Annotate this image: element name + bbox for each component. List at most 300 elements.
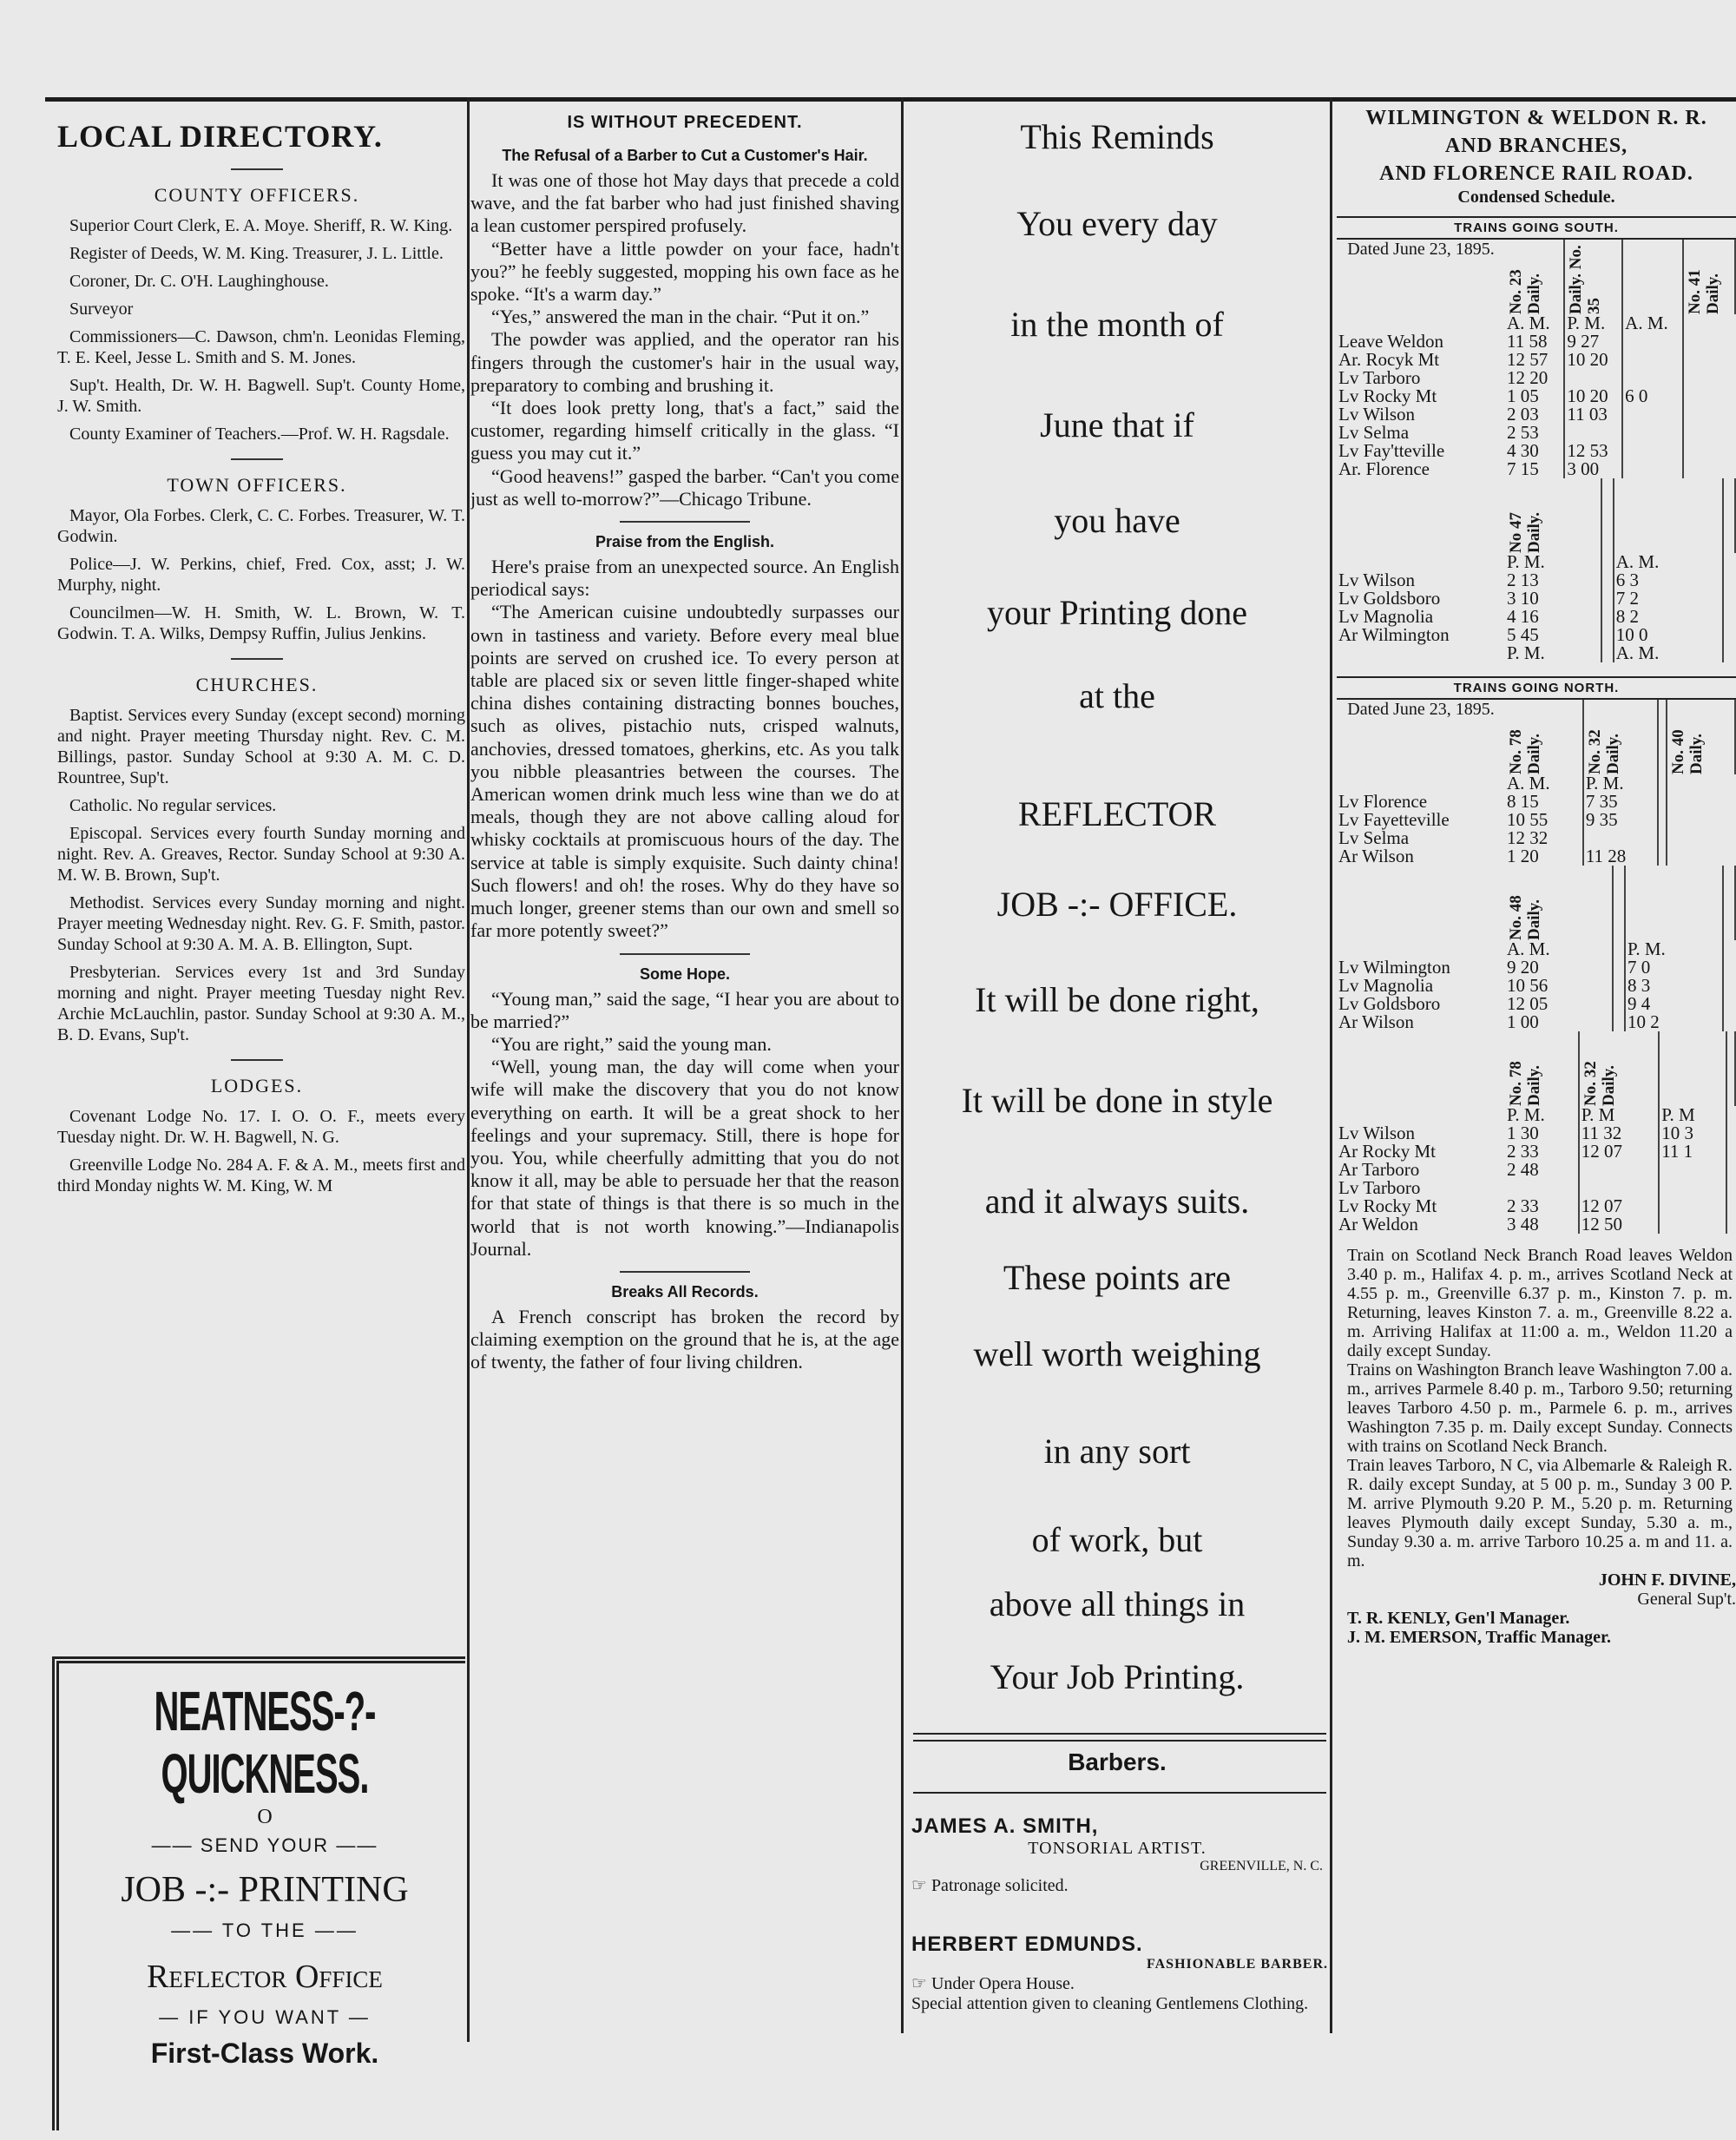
- station-cell: Ar Tarboro: [1338, 1159, 1420, 1180]
- churches-heading: CHURCHES.: [195, 674, 319, 695]
- time-cell: 8 3: [1625, 977, 1723, 995]
- time-cell: [1613, 1013, 1625, 1031]
- timetable-row: [1337, 1197, 1735, 1215]
- timetable-south: [1337, 240, 1736, 478]
- time-cell: 7 0: [1625, 958, 1723, 977]
- timetable-row: [1337, 977, 1735, 995]
- station-cell: Ar Rocky Mt: [1338, 1141, 1436, 1162]
- ad-line: in any sort: [1043, 1432, 1191, 1471]
- time-cell: 12 07: [1579, 1197, 1659, 1215]
- story-subheadline: The Refusal of a Barber to Cut a Customer's Hair.: [502, 147, 868, 164]
- ad-line: you have: [1054, 501, 1180, 540]
- column-header: [1505, 1031, 1579, 1106]
- time-cell: [1659, 1215, 1726, 1234]
- directory-entry: Greenville Lodge No. 284 A. F. & A. M., meets first and third Monday nights W. M. King, W. M: [57, 1156, 465, 1195]
- timetable-row: [1337, 811, 1735, 829]
- column-header: [1683, 240, 1735, 314]
- ad-line: well worth weighing: [973, 1334, 1261, 1373]
- train-number: No. 41 Daily.: [1685, 269, 1722, 314]
- blank-cell: [1659, 1031, 1726, 1106]
- story-headline: Praise from the English.: [595, 533, 775, 551]
- station-cell: Lv Tarboro: [1338, 367, 1421, 388]
- barber-note: Special attention given to cleaning Gentlemens Clothing.: [911, 1994, 1309, 2013]
- timetable-row: [1337, 958, 1735, 977]
- signature: J. M. EMERSON, Traffic Manager.: [1347, 1628, 1612, 1647]
- separator: [231, 658, 283, 660]
- signature: JOHN F. DIVINE,: [1598, 1570, 1736, 1590]
- time-cell: P. M.: [1625, 940, 1723, 958]
- train-number: No 47 Daily.: [1507, 512, 1543, 553]
- ad-line: It will be done in style: [961, 1081, 1273, 1120]
- time-cell: 2 33: [1505, 1142, 1579, 1161]
- separator: [620, 521, 750, 523]
- column-header: [1505, 478, 1601, 553]
- time-cell: 2 33: [1505, 1197, 1579, 1215]
- ad-line: REFLECTOR: [1017, 794, 1217, 833]
- time-cell: 8 15: [1505, 793, 1583, 811]
- time-cell: P. M.: [1505, 1106, 1579, 1124]
- time-cell: A. M.: [1614, 553, 1724, 571]
- station-cell: [1337, 553, 1505, 571]
- station-cell: Lv Selma: [1338, 827, 1410, 848]
- ad-line: Reflector Office: [147, 1959, 383, 1995]
- column-header: [1505, 700, 1583, 774]
- time-cell: [1601, 571, 1614, 589]
- time-cell: [1622, 333, 1683, 351]
- blank-cell: [1625, 866, 1723, 940]
- timetable-header-row: [1337, 240, 1735, 314]
- station-cell: Leave Weldon: [1338, 331, 1443, 352]
- ad-line: above all things in: [989, 1584, 1246, 1623]
- station-cell: Lv Wilmington: [1338, 957, 1450, 978]
- blank-cell: [1337, 478, 1505, 553]
- column-header: [1505, 866, 1613, 940]
- time-cell: 7 35: [1583, 793, 1658, 811]
- time-cell: 11 58: [1505, 333, 1564, 351]
- separator: [620, 953, 750, 955]
- timetable-row: [1337, 608, 1735, 626]
- ad-line: These points are: [1003, 1258, 1232, 1297]
- station-cell: Lv Tarboro: [1338, 1177, 1421, 1198]
- timetable-row: [1337, 1142, 1735, 1161]
- time-cell: 3 10: [1505, 589, 1601, 608]
- column-rule-2: [901, 97, 904, 2033]
- lodges-heading: LODGES.: [210, 1075, 304, 1096]
- timetable-row: [1337, 1124, 1735, 1142]
- time-cell: [1613, 940, 1625, 958]
- time-cell: 4 30: [1505, 442, 1564, 460]
- trains-south-heading: TRAINS GOING SOUTH.: [1337, 216, 1736, 240]
- story-paragraph: “The American cuisine undoubtedly surpasses our own in tastiness and variety. Before every meal blue points are served on crushed ice. To every person at table are placed six or seven little finger-shaped white china dishes containing distracting bonnes bouches, such as olives, pistachio nuts, crisped walnuts, anchovies, dressed tomatoes, gherkins, etc. As you talk you nibble pleasantries between the courses. The American women drink much less wine than we do at meals, though they are not above calling aloud for whisky cocktails at promiscuous hours of the day. The service at table is simply exquisite. Such dainty china! Such flowers! and oh! the roses. Why do they have so much longer, greener stems than our own and smell so far more potently sweet?”: [470, 601, 899, 942]
- time-cell: P. M.: [1505, 644, 1601, 662]
- timetable-row: [1337, 626, 1735, 644]
- train-number: Daily. No. 35: [1567, 245, 1604, 314]
- time-cell: 3 48: [1505, 1215, 1579, 1234]
- directory-entry: Superior Court Clerk, E. A. Moye. Sheriff, R. W. King.: [69, 216, 453, 235]
- time-cell: 2 53: [1505, 424, 1564, 442]
- blank-cell: [1337, 866, 1505, 940]
- timetable-row: [1337, 571, 1735, 589]
- station-cell: Lv Goldsboro: [1338, 588, 1441, 609]
- branch-note: Train leaves Tarboro, N C, via Albemarle & Raleigh R. R. daily except Sunday, at 5 00 p. m., Sunday 3 00 P. M. arrive Plymouth 9.20 P. M., 5.20 p. m. Returning leaves Plymouth daily except Sunday, 5.30 a. m., Sunday 9.30 a. m. arrive Tarboro 10.25 a. m and 11. a. m.: [1347, 1456, 1733, 1570]
- local-directory-column: [49, 108, 465, 2130]
- railroad-name: AND FLORENCE RAIL ROAD.: [1379, 162, 1693, 185]
- time-cell: 1 00: [1505, 1013, 1613, 1031]
- time-cell: [1659, 1197, 1726, 1215]
- story-paragraph: “Yes,” answered the man in the chair. “Put it on.”: [491, 306, 870, 328]
- story-headline: IS WITHOUT PRECEDENT.: [567, 113, 803, 132]
- station-cell: Ar Wilson: [1338, 846, 1414, 866]
- station-cell: Ar. Rocyk Mt: [1338, 349, 1440, 370]
- time-cell: 2 03: [1505, 405, 1564, 424]
- barber-listing-edmunds: [911, 1933, 1328, 2013]
- ad-text: IF YOU WANT: [188, 2006, 341, 2028]
- time-cell: A. M.: [1505, 940, 1613, 958]
- station-cell: Lv Rocky Mt: [1338, 385, 1437, 406]
- separator: [231, 1059, 283, 1061]
- time-cell: P. M.: [1505, 553, 1601, 571]
- timetable-row: [1337, 1161, 1735, 1179]
- station-cell: Lv Magnolia: [1338, 975, 1434, 996]
- timetable-row: [1337, 940, 1735, 958]
- ad-text: TO THE: [221, 1919, 307, 1941]
- time-cell: [1601, 644, 1614, 662]
- time-cell: 6 3: [1614, 571, 1724, 589]
- branch-note: Trains on Washington Branch leave Washington 7.00 a. m., arrives Parmele 8.40 p. m., Tarboro 9.50; returning leaves Tarboro 4.50 p. m., Parmele 6. p. m., arrives Washington 7.35 p. m. Daily except Sunday. Connects with trains on Scotland Neck Branch.: [1347, 1360, 1733, 1456]
- railroad-schedule-column: [1337, 108, 1736, 2044]
- ad-line: —— TO THE ——: [171, 1919, 358, 1941]
- time-cell: 7 2: [1614, 589, 1724, 608]
- time-cell: [1583, 829, 1658, 847]
- time-cell: A. M.: [1614, 644, 1724, 662]
- blank-cell: [1723, 478, 1735, 553]
- timetable-row: [1337, 774, 1735, 793]
- stories-column: [470, 108, 899, 2044]
- dated-cell: Dated June 23, 1895.: [1347, 700, 1495, 719]
- branch-note: Train on Scotland Neck Branch Road leaves Weldon 3.40 p. m., Halifax 4. p. m., arrives Scotland Neck at 4.55 p. m., Greenville 6.37 p. m., Kinston 7. p. m. Returning, leaves Kinston 7. a. m., Greenville 8.22 a. m. Arriving Halifax at 11:00 a. m., Weldon 11.20 a daily except Sunday.: [1347, 1246, 1733, 1360]
- ad-line: Your Job Printing.: [990, 1657, 1245, 1696]
- time-cell: A. M.: [1505, 314, 1564, 333]
- ad-rule: [913, 1733, 1326, 1735]
- time-cell: 7 15: [1505, 460, 1564, 478]
- separator: [620, 1271, 750, 1273]
- time-cell: 9 35: [1583, 811, 1658, 829]
- station-cell: Ar Wilmington: [1338, 624, 1450, 645]
- train-number: No. 23 Daily.: [1507, 269, 1543, 314]
- time-cell: 12 05: [1505, 995, 1613, 1013]
- story-paragraph: The powder was applied, and the operator ran his fingers through the customer's hair in the usual way, preparatory to combing and brushing it.: [470, 328, 899, 396]
- time-cell: 9 4: [1625, 995, 1723, 1013]
- directory-entry: Covenant Lodge No. 17. I. O. O. F., meets every Tuesday night. Dr. W. H. Bagwell, N. G.: [57, 1107, 465, 1147]
- time-cell: [1622, 405, 1683, 424]
- station-cell: Ar Weldon: [1338, 1214, 1418, 1235]
- directory-entry: Coroner, Dr. C. O'H. Laughinghouse.: [69, 272, 329, 291]
- barber-place: [911, 1972, 1328, 1994]
- directory-entry: Police—J. W. Perkins, chief, Fred. Cox, asst; J. W. Murphy, night.: [57, 555, 465, 595]
- directory-entry: Commissioners—C. Dawson, chm'n. Leonidas Fleming, T. E. Keel, Jesse L. Smith and S. M. Jones.: [57, 327, 465, 367]
- time-cell: [1658, 793, 1667, 811]
- ad-line: at the: [1079, 676, 1155, 715]
- ad-text: SEND YOUR: [200, 1834, 330, 1856]
- column-header: [1583, 700, 1658, 774]
- time-cell: [1579, 1161, 1659, 1179]
- ad-line: of work, but: [1031, 1520, 1203, 1559]
- column-rule-3: [1330, 97, 1332, 2033]
- time-cell: 12 32: [1505, 829, 1583, 847]
- ad-line: June that if: [1040, 405, 1194, 444]
- time-cell: [1505, 1179, 1579, 1197]
- time-cell: 8 2: [1614, 608, 1724, 626]
- ad-line: your Printing done: [987, 593, 1247, 632]
- time-cell: 12 50: [1579, 1215, 1659, 1234]
- station-cell: Lv Selma: [1338, 422, 1410, 443]
- column-header: [1667, 700, 1735, 774]
- barber-place: GREENVILLE, N. C.: [1200, 1859, 1323, 1873]
- ad-line: It will be done right,: [975, 980, 1259, 1019]
- column-header: [1579, 1031, 1659, 1106]
- station-cell: Lv Wilson: [1338, 404, 1416, 425]
- time-cell: 10 20: [1564, 351, 1622, 369]
- directory-entry: Catholic. No regular services.: [69, 796, 277, 815]
- timetable-north-2: [1337, 866, 1736, 1031]
- timetable-row: [1337, 314, 1735, 333]
- time-cell: 5 45: [1505, 626, 1601, 644]
- barber-title: FASHIONABLE BARBER.: [1147, 1957, 1328, 1972]
- time-cell: P. M: [1579, 1106, 1659, 1124]
- time-cell: 12 53: [1564, 442, 1622, 460]
- time-cell: P. M.: [1564, 314, 1622, 333]
- ad-line: You every day: [1016, 204, 1218, 243]
- timetable-row: [1337, 369, 1735, 387]
- story-paragraph: It was one of those hot May days that precede a cold wave, and the fat barber who had just finished shaving a lean customer perspired profusely.: [470, 169, 899, 237]
- ad-line: — IF YOU WANT —: [159, 2006, 371, 2028]
- time-cell: 12 57: [1505, 351, 1564, 369]
- timetable-row: [1337, 460, 1735, 478]
- time-cell: 9 27: [1564, 333, 1622, 351]
- timetable-south-2: [1337, 478, 1736, 662]
- printing-advertisement-box: [52, 1656, 465, 2130]
- story-paragraph: “Good heavens!” gasped the barber. “Can't you come just as well to-morrow?”—Chicago Tribune.: [470, 464, 899, 510]
- time-cell: [1601, 589, 1614, 608]
- blank-cell: [1726, 1031, 1735, 1106]
- time-cell: 4 16: [1505, 608, 1601, 626]
- timetable-row: [1337, 442, 1735, 460]
- timetable-row: [1337, 1106, 1735, 1124]
- time-cell: [1601, 626, 1614, 644]
- station-cell: [1337, 644, 1505, 662]
- directory-entry: County Examiner of Teachers.—Prof. W. H. Ragsdale.: [69, 425, 450, 444]
- time-cell: 1 05: [1505, 387, 1564, 405]
- trains-north-heading: TRAINS GOING NORTH.: [1337, 676, 1736, 700]
- directory-title: LOCAL DIRECTORY.: [57, 119, 383, 154]
- station-cell: [1337, 940, 1505, 958]
- time-cell: 12 07: [1579, 1142, 1659, 1161]
- time-cell: A. M.: [1505, 774, 1583, 793]
- time-cell: [1622, 369, 1683, 387]
- timetable-header-row: [1337, 478, 1735, 553]
- time-cell: 1 20: [1505, 847, 1583, 866]
- timetable-row: [1337, 387, 1735, 405]
- timetable-header-row: [1337, 1031, 1735, 1106]
- time-cell: 10 56: [1505, 977, 1613, 995]
- directory-entry: Councilmen—W. H. Smith, W. L. Brown, W. T. Godwin. T. A. Wilks, Dempsy Ruffin, Julius Jenkins.: [57, 603, 465, 643]
- ad-line: and it always suits.: [984, 1182, 1250, 1221]
- ad-line: JOB -:- OFFICE.: [996, 885, 1238, 924]
- column-header: [1564, 240, 1622, 314]
- timetable-row: [1337, 847, 1735, 866]
- pointing-hand-icon: ☞: [911, 1876, 927, 1895]
- directory-entry: Register of Deeds, W. M. King. Treasurer, J. L. Little.: [69, 244, 444, 263]
- story-paragraph: “Young man,” said the sage, “I hear you are about to be married?”: [470, 987, 899, 1032]
- station-cell: Lv Wilson: [1338, 1123, 1416, 1143]
- blank-cell: [1337, 1031, 1505, 1106]
- time-cell: [1658, 829, 1667, 847]
- story-headline: Some Hope.: [639, 965, 731, 983]
- pointing-hand-icon: ☞: [911, 1974, 927, 1993]
- ad-rule: [913, 1792, 1326, 1794]
- reflector-advertisement: [906, 108, 1328, 2044]
- time-cell: 11 28: [1583, 847, 1658, 866]
- time-cell: [1613, 995, 1625, 1013]
- barber-listing-smith: [911, 1814, 1323, 1896]
- time-cell: 10 20: [1564, 387, 1622, 405]
- timetable-north-3: [1337, 1031, 1736, 1234]
- train-number: No. 48 Daily.: [1507, 895, 1543, 940]
- directory-entry: Episcopal. Services every fourth Sunday morning and night. Rev. A. Greaves, Rector. Sunday School at 9:30 A. M. W. B. Brown, Sup't.: [57, 824, 465, 885]
- timetable-north: [1337, 700, 1736, 866]
- time-cell: 10 0: [1614, 626, 1724, 644]
- time-cell: 10 3: [1659, 1124, 1726, 1142]
- time-cell: [1658, 811, 1667, 829]
- time-cell: [1622, 424, 1683, 442]
- time-cell: 1 30: [1505, 1124, 1579, 1142]
- railroad-name: AND BRANCHES,: [1444, 135, 1628, 157]
- signature: General Sup't.: [1637, 1590, 1736, 1609]
- column-rule-1: [467, 97, 470, 2042]
- time-cell: [1564, 369, 1622, 387]
- blank-cell: [1601, 478, 1614, 553]
- station-cell: Lv Rocky Mt: [1338, 1195, 1437, 1216]
- story-paragraph: A French conscript has broken the record by claiming exemption on the ground that he is, at the age of twenty, the father of four living children.: [470, 1305, 899, 1373]
- column-header: [1658, 700, 1667, 774]
- directory-entry: Methodist. Services every Sunday morning and night. Prayer meeting Wednesday night. Rev. G. F. Smith, pastor. Sunday School at 9:30 A. M. A. B. Ellington, Supt.: [57, 893, 465, 954]
- station-cell: Lv Fayetteville: [1338, 809, 1450, 830]
- time-cell: [1564, 424, 1622, 442]
- barber-note-text: Patronage solicited.: [930, 1876, 1069, 1895]
- train-number: No. 78 Daily.: [1507, 1061, 1543, 1106]
- ad-line: First-Class Work.: [150, 2038, 379, 2069]
- railroad-name: WILMINGTON & WELDON R. R.: [1365, 108, 1707, 129]
- story-paragraph: “Well, young man, the day will come when your wife will make the discovery that you do not know everything on earth. It will be a great shock to her feelings and your supremacy. Still, there is hope for you. You, while cheerfully admitting that you do not know it all, may be able to persuade her that the reason for that state of things is that there is so much in the world that is not worth knowing.”—Indianapolis Journal.: [470, 1056, 899, 1260]
- blank-cell: [1614, 478, 1724, 553]
- timetable-row: [1337, 1215, 1735, 1234]
- station-cell: Lv Fay'tteville: [1338, 440, 1445, 461]
- timetable-header-row: [1337, 700, 1735, 774]
- story-paragraph: “Better have a little powder on your face, hadn't you?” he feebly suggested, mopping his own face as he spoke. “It's a warm day.”: [470, 237, 899, 306]
- directory-entry: Surveyor: [69, 300, 134, 319]
- timetable-row: [1337, 589, 1735, 608]
- directory-entry: Presbyterian. Services every 1st and 3rd Sunday morning and night. Prayer meeting Tuesday night Rev. Archie McLauchlin, pastor. Sunday School at 9:30 A. M., B. D. Evans, Sup't.: [57, 963, 465, 1044]
- time-cell: 11 03: [1564, 405, 1622, 424]
- blank-cell: [1723, 866, 1735, 940]
- ad-line: in the month of: [1010, 305, 1224, 344]
- time-cell: [1613, 977, 1625, 995]
- timetable-row: [1337, 829, 1735, 847]
- station-cell: [1337, 774, 1505, 793]
- directory-entry: Baptist. Services every Sunday (except second) morning and night. Prayer meeting Thursday night. Rev. C. M. Billings, pastor. Sunday School at 9:30 A. M. C. D. Rountree, Sup't.: [57, 706, 465, 787]
- story-paragraph: Here's praise from an unexpected source. An English periodical says:: [470, 556, 899, 601]
- ad-line: JOB -:- PRINTING: [121, 1870, 409, 1910]
- train-number: No. 78 Daily.: [1507, 729, 1543, 774]
- top-rule: [45, 97, 1736, 102]
- time-cell: 3 00: [1564, 460, 1622, 478]
- timetable-row: [1337, 351, 1735, 369]
- dated-cell: Dated June 23, 1895.: [1347, 240, 1495, 259]
- station-cell: Lv Florence: [1338, 791, 1428, 812]
- ad-line: This Reminds: [1020, 117, 1214, 156]
- town-officers-heading: TOWN OFFICERS.: [167, 474, 347, 496]
- time-cell: 11 1: [1659, 1142, 1726, 1161]
- timetable-row: [1337, 333, 1735, 351]
- train-number: No. 40 Daily.: [1669, 729, 1706, 774]
- ad-line: —— SEND YOUR ——: [151, 1834, 378, 1856]
- barber-name: HERBERT EDMUNDS.: [911, 1933, 1143, 1956]
- station-cell: Lv Goldsboro: [1338, 993, 1441, 1014]
- timetable-row: [1337, 644, 1735, 662]
- column-header: [1622, 240, 1683, 314]
- timetable-header-row: [1337, 866, 1735, 940]
- barber-name: JAMES A. SMITH,: [911, 1814, 1099, 1838]
- barber-note: [911, 1874, 1323, 1896]
- time-cell: [1659, 1161, 1726, 1179]
- station-cell: [1337, 1106, 1505, 1124]
- barber-title: TONSORIAL ARTIST.: [1028, 1839, 1207, 1858]
- time-cell: 12 20: [1505, 369, 1564, 387]
- timetable-row: [1337, 424, 1735, 442]
- separator: [231, 458, 283, 460]
- separator: [231, 168, 283, 170]
- station-cell: Lv Magnolia: [1338, 606, 1434, 627]
- timetable-row: [1337, 995, 1735, 1013]
- timetable-row: [1337, 1179, 1735, 1197]
- time-cell: [1658, 847, 1667, 866]
- station-cell: Lv Wilson: [1338, 570, 1416, 590]
- time-cell: [1613, 958, 1625, 977]
- time-cell: [1601, 608, 1614, 626]
- timetable-row: [1337, 405, 1735, 424]
- time-cell: P. M: [1659, 1106, 1726, 1124]
- station-cell: Ar. Florence: [1338, 458, 1430, 479]
- barber-place-text: Under Opera House.: [930, 1974, 1075, 1993]
- time-cell: [1579, 1179, 1659, 1197]
- time-cell: [1658, 774, 1667, 793]
- time-cell: 10 2: [1625, 1013, 1723, 1031]
- story-paragraph: “You are right,” said the young man.: [491, 1032, 772, 1055]
- time-cell: 11 32: [1579, 1124, 1659, 1142]
- blank-cell: [1613, 866, 1625, 940]
- ad-rule: [913, 1740, 1326, 1742]
- timetable-row: [1337, 553, 1735, 571]
- train-number: No. 32 Daily.: [1585, 729, 1622, 774]
- time-cell: 9 20: [1505, 958, 1613, 977]
- time-cell: 10 55: [1505, 811, 1583, 829]
- barbers-heading: Barbers.: [1068, 1748, 1167, 1775]
- station-cell: Ar Wilson: [1338, 1011, 1414, 1032]
- time-cell: [1622, 351, 1683, 369]
- ad-ornament: O: [257, 1806, 273, 1828]
- time-cell: [1659, 1179, 1726, 1197]
- timetable-row: [1337, 793, 1735, 811]
